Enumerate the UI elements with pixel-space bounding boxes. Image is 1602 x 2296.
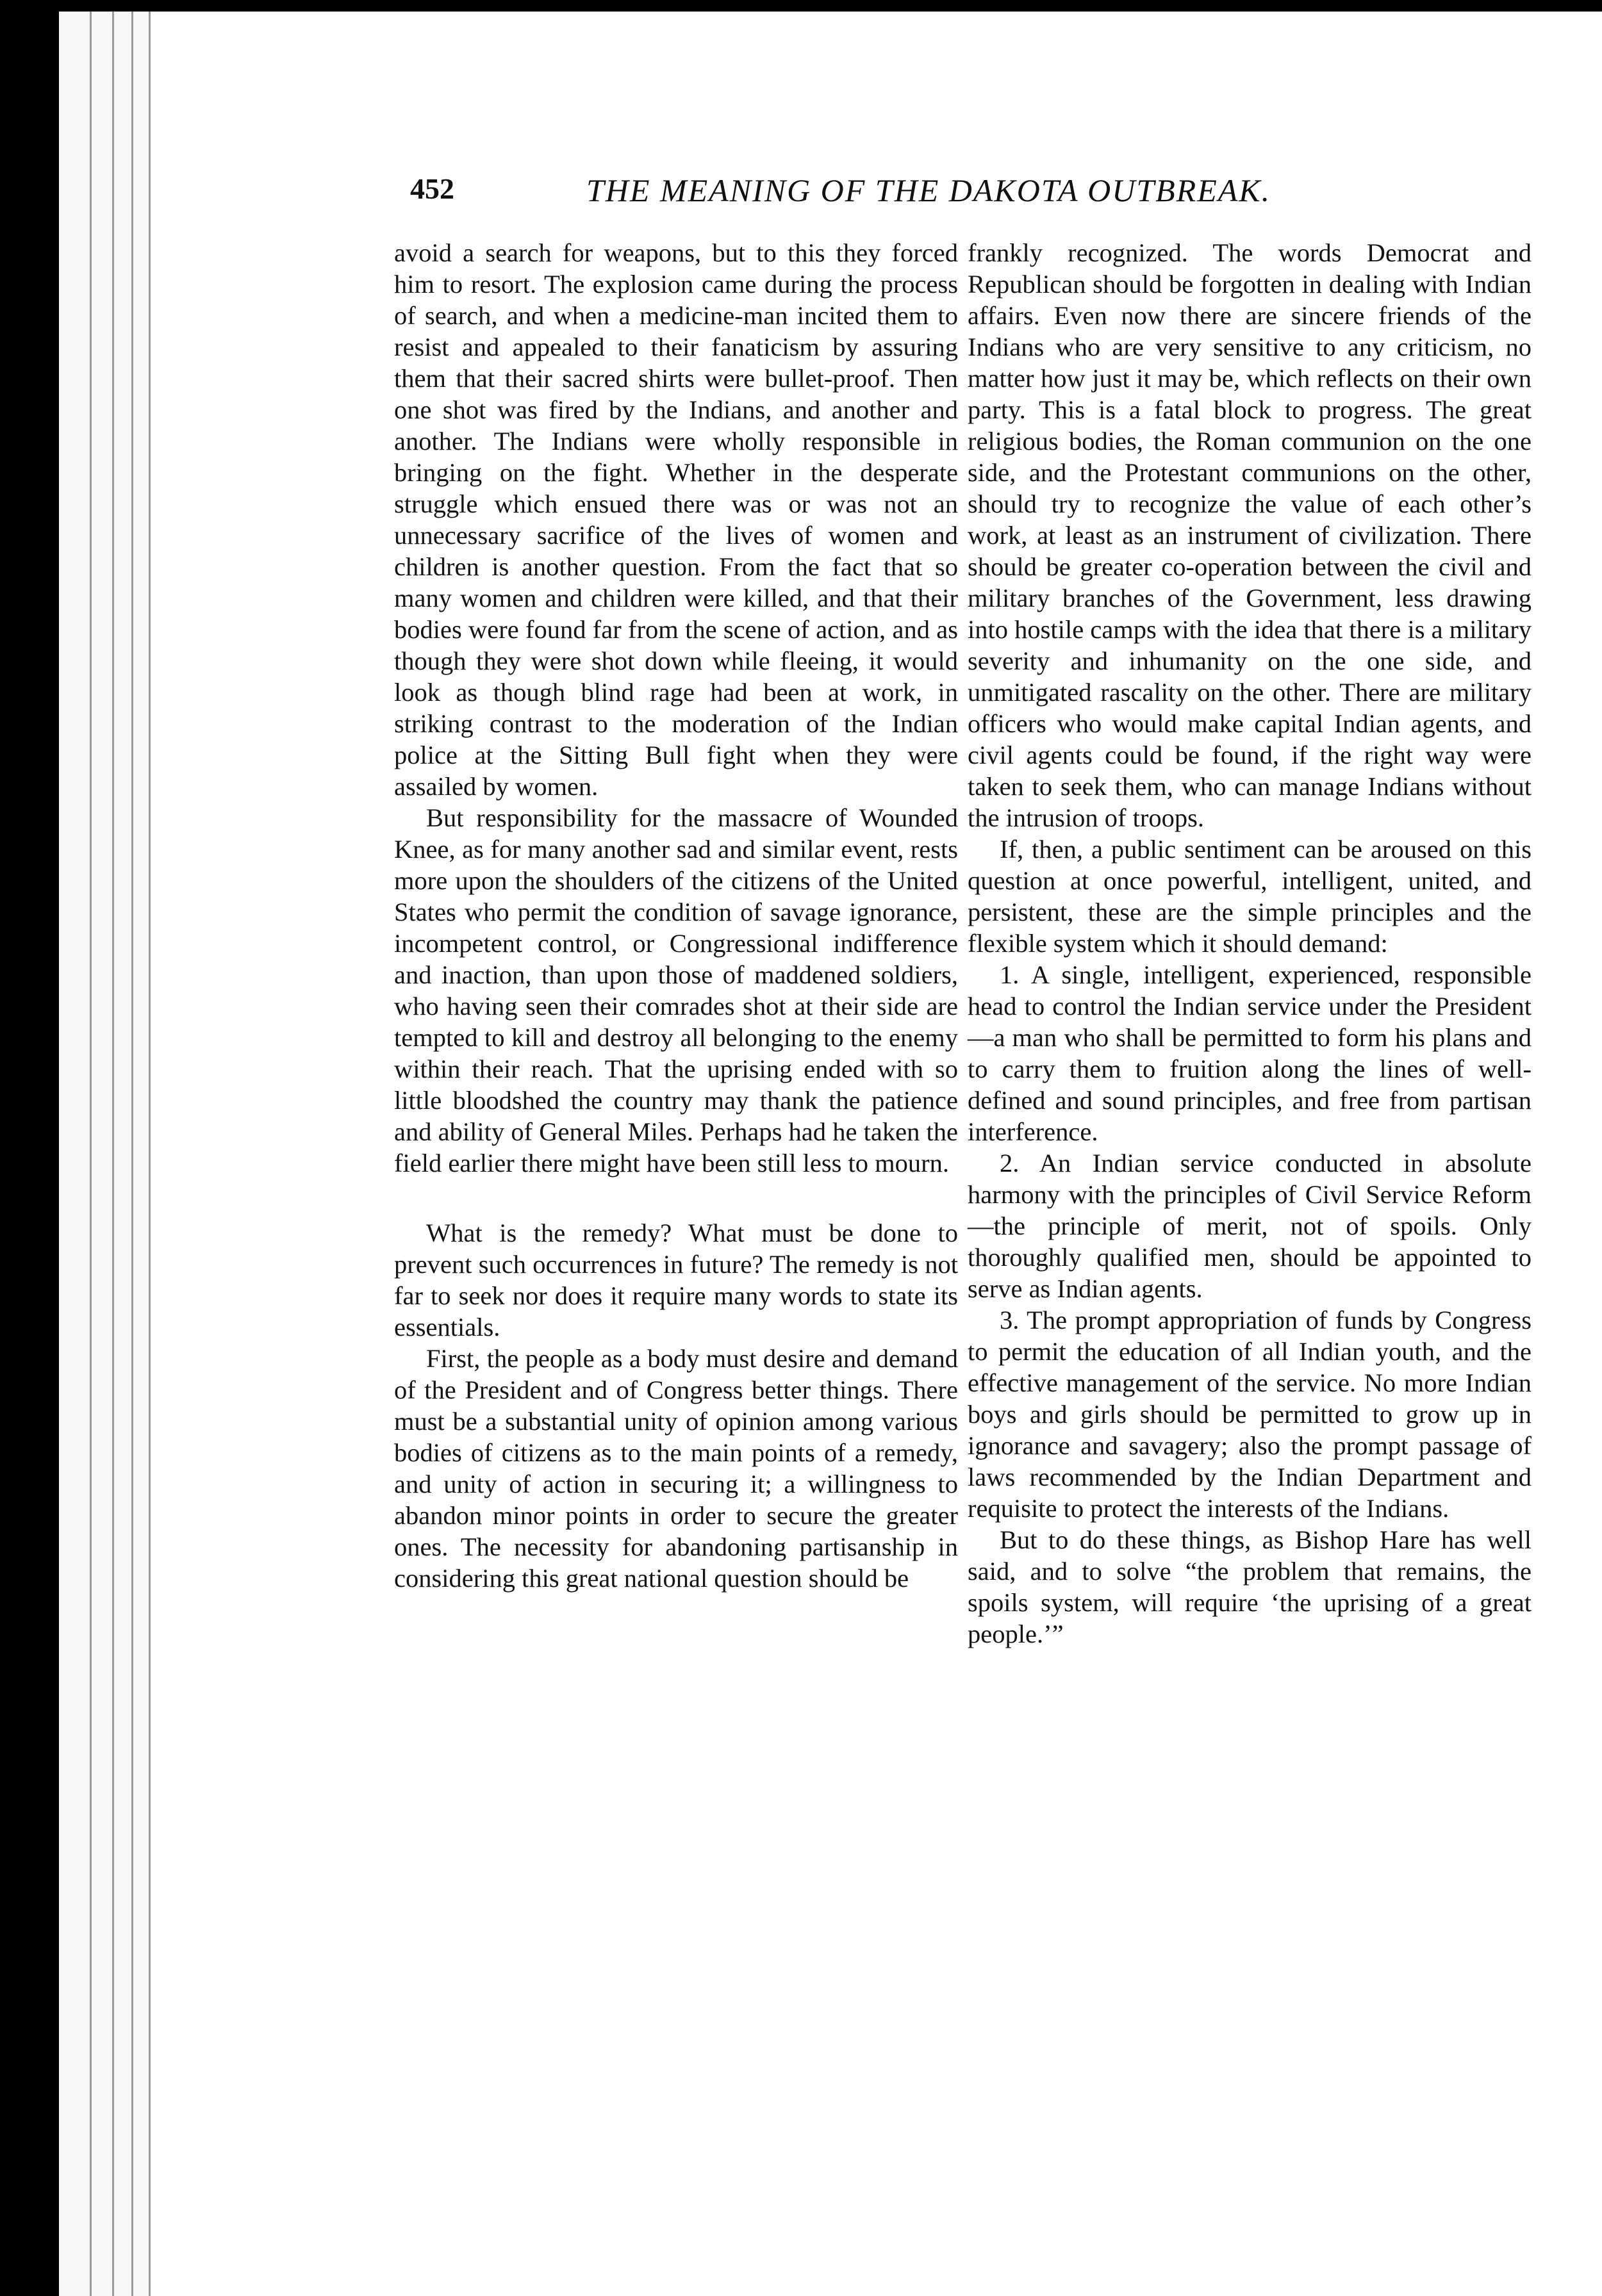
page-edge: [131, 12, 133, 2296]
paragraph: If, then, a public sentiment can be aroused on this question at once powerful, intelligent, united, and persistent, these are the simple principles and the flexible system which it should demand:: [968, 835, 1532, 958]
running-title: THE MEANING OF THE DAKOTA OUTBREAK.: [586, 172, 1271, 208]
paragraph: But to do these things, as Bishop Hare has well said, and to solve “the problem that remains, the spoils system, will require ‘the uprising of a great people.’”: [968, 1525, 1532, 1648]
page-number: 452: [410, 172, 454, 205]
paragraph: But responsibility for the massacre of Wounded Knee, as for many another sad and similar event, rests more upon the shoulders of the citizens of the United States who permit the condition of savage ignorance, incompetent control, or Congressional indifference and inaction, than upon those of maddened soldiers, who having seen their comrades shot at their side are tempted to kill and destroy all belonging to the enemy within their reach. That the uprising ended with so little bloodshed the country may thank the patience and ability of General Miles. Perhaps had he taken the field earlier there might have been still less to mourn.: [394, 803, 958, 1177]
numbered-paragraph: 2. An Indian service conducted in absolute harmony with the principles of Civil Service Reform—the principle of merit, not of spoils. Only thoroughly qualified men, should be appointed to serve as Indian agents.: [968, 1149, 1532, 1303]
right-column: [968, 237, 1532, 1650]
page-edge: [112, 12, 114, 2296]
running-head: [410, 172, 1371, 217]
paragraph: First, the people as a body must desire and demand of the President and of Congress better things. There must be a substantial unity of opinion among various bodies of citizens as to the main points of a remedy, and unity of action in securing it; a willingness to abandon minor points in order to secure the greater ones. The necessity for abandoning partisanship in considering this great national question should be: [394, 1344, 958, 1593]
paragraph: frankly recognized. The words Democrat and Republican should be forgotten in dealing with Indian affairs. Even now there are sincere friends of the Indians who are very sensitive to any criticism, no matter how just it may be, which reflects on their own party. This is a fatal block to progress. The great religious bodies, the Roman communion on the one side, and the Protestant communions on the other, should try to recognize the value of each other’s work, at least as an instrument of civilization. There should be greater co-operation between the civil and military branches of the Government, less drawing into hostile camps with the idea that there is a military severity and inhumanity on the one side, and unmitigated rascality on the other. There are military officers who would make capital Indian agents, and civil agents could be found, if the right way were taken to seek them, who can manage Indians without the intrusion of troops.: [968, 238, 1532, 832]
paragraph: avoid a search for weapons, but to this they forced him to resort. The explosion came during the process of search, and when a medicine-man incited them to resist and appealed to their fanaticism by assuring them that their sacred shirts were bullet-proof. Then one shot was fired by the Indians, and another and another. The Indians were wholly responsible in bringing on the fight. Whether in the desperate struggle which ensued there was or was not an unnecessary sacrifice of the lives of women and children is another question. From the fact that so many women and children were killed, and that their bodies were found far from the scene of action, and as though they were shot down while fleeing, it would look as though blind rage had been at work, in striking contrast to the moderation of the Indian police at the Sitting Bull fight when they were assailed by women.: [394, 238, 958, 801]
numbered-paragraph: 1. A single, intelligent, experienced, responsible head to control the Indian service under the President—a man who shall be permitted to form his plans and to carry them to fruition along the lines of well-defined and sound principles, and free from partisan interference.: [968, 960, 1532, 1146]
paragraph: What is the remedy? What must be done to prevent such occurrences in future? The remedy is not far to seek nor does it require many words to state its essentials.: [394, 1218, 958, 1341]
page-edge: [90, 12, 92, 2296]
numbered-paragraph: 3. The prompt appropriation of funds by Congress to permit the education of all Indian youth, and the effective management of the service. No more Indian boys and girls should be permitted to grow up in ignorance and savagery; also the prompt passage of laws recommended by the Indian Department and requisite to protect the interests of the Indians.: [968, 1306, 1532, 1523]
left-column: [394, 237, 958, 1594]
